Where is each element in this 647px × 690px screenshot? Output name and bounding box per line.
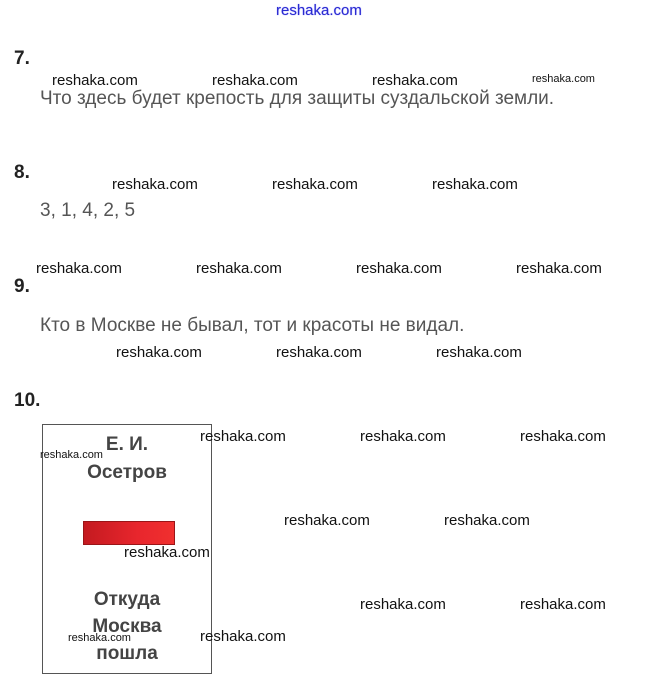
watermark: reshaka.com [444, 512, 530, 529]
watermark: reshaka.com [116, 344, 202, 361]
watermark: reshaka.com [276, 344, 362, 361]
question-7-answer: Что здесь будет крепость для защиты суздальской земли. [40, 88, 555, 109]
watermark: reshaka.com [68, 632, 131, 644]
watermark: reshaka.com [520, 596, 606, 613]
question-9-number: 9. [14, 276, 30, 297]
question-9-answer: Кто в Москве не бывал, тот и красоты не видал. [40, 315, 465, 336]
book-title-line-1: Откуда [93, 589, 161, 610]
watermark: reshaka.com [432, 176, 518, 193]
watermark: reshaka.com [284, 512, 370, 529]
watermark: reshaka.com [212, 72, 298, 89]
watermark: reshaka.com [516, 260, 602, 277]
watermark: reshaka.com [436, 344, 522, 361]
site-header-link[interactable]: reshaka.com [276, 2, 362, 19]
watermark: reshaka.com [52, 72, 138, 89]
watermark: reshaka.com [200, 628, 286, 645]
book-red-stripe [83, 521, 175, 545]
question-10-number: 10. [14, 390, 41, 411]
watermark: reshaka.com [356, 260, 442, 277]
watermark: reshaka.com [272, 176, 358, 193]
watermark: reshaka.com [372, 72, 458, 89]
book-author-initials: Е. И. [105, 434, 149, 455]
book-title-line-2: Москва [92, 616, 162, 637]
watermark: reshaka.com [112, 176, 198, 193]
book-title-line-3: пошла [96, 643, 158, 664]
watermark: reshaka.com [36, 260, 122, 277]
question-8-number: 8. [14, 162, 30, 183]
watermark: reshaka.com [532, 73, 595, 85]
watermark: reshaka.com [520, 428, 606, 445]
watermark: reshaka.com [124, 544, 210, 561]
watermark: reshaka.com [40, 449, 103, 461]
question-8-answer: 3, 1, 4, 2, 5 [40, 200, 136, 221]
watermark: reshaka.com [196, 260, 282, 277]
question-7-number: 7. [14, 48, 30, 69]
watermark: reshaka.com [360, 596, 446, 613]
book-author-surname: Осетров [87, 462, 167, 483]
watermark: reshaka.com [200, 428, 286, 445]
watermark: reshaka.com [360, 428, 446, 445]
